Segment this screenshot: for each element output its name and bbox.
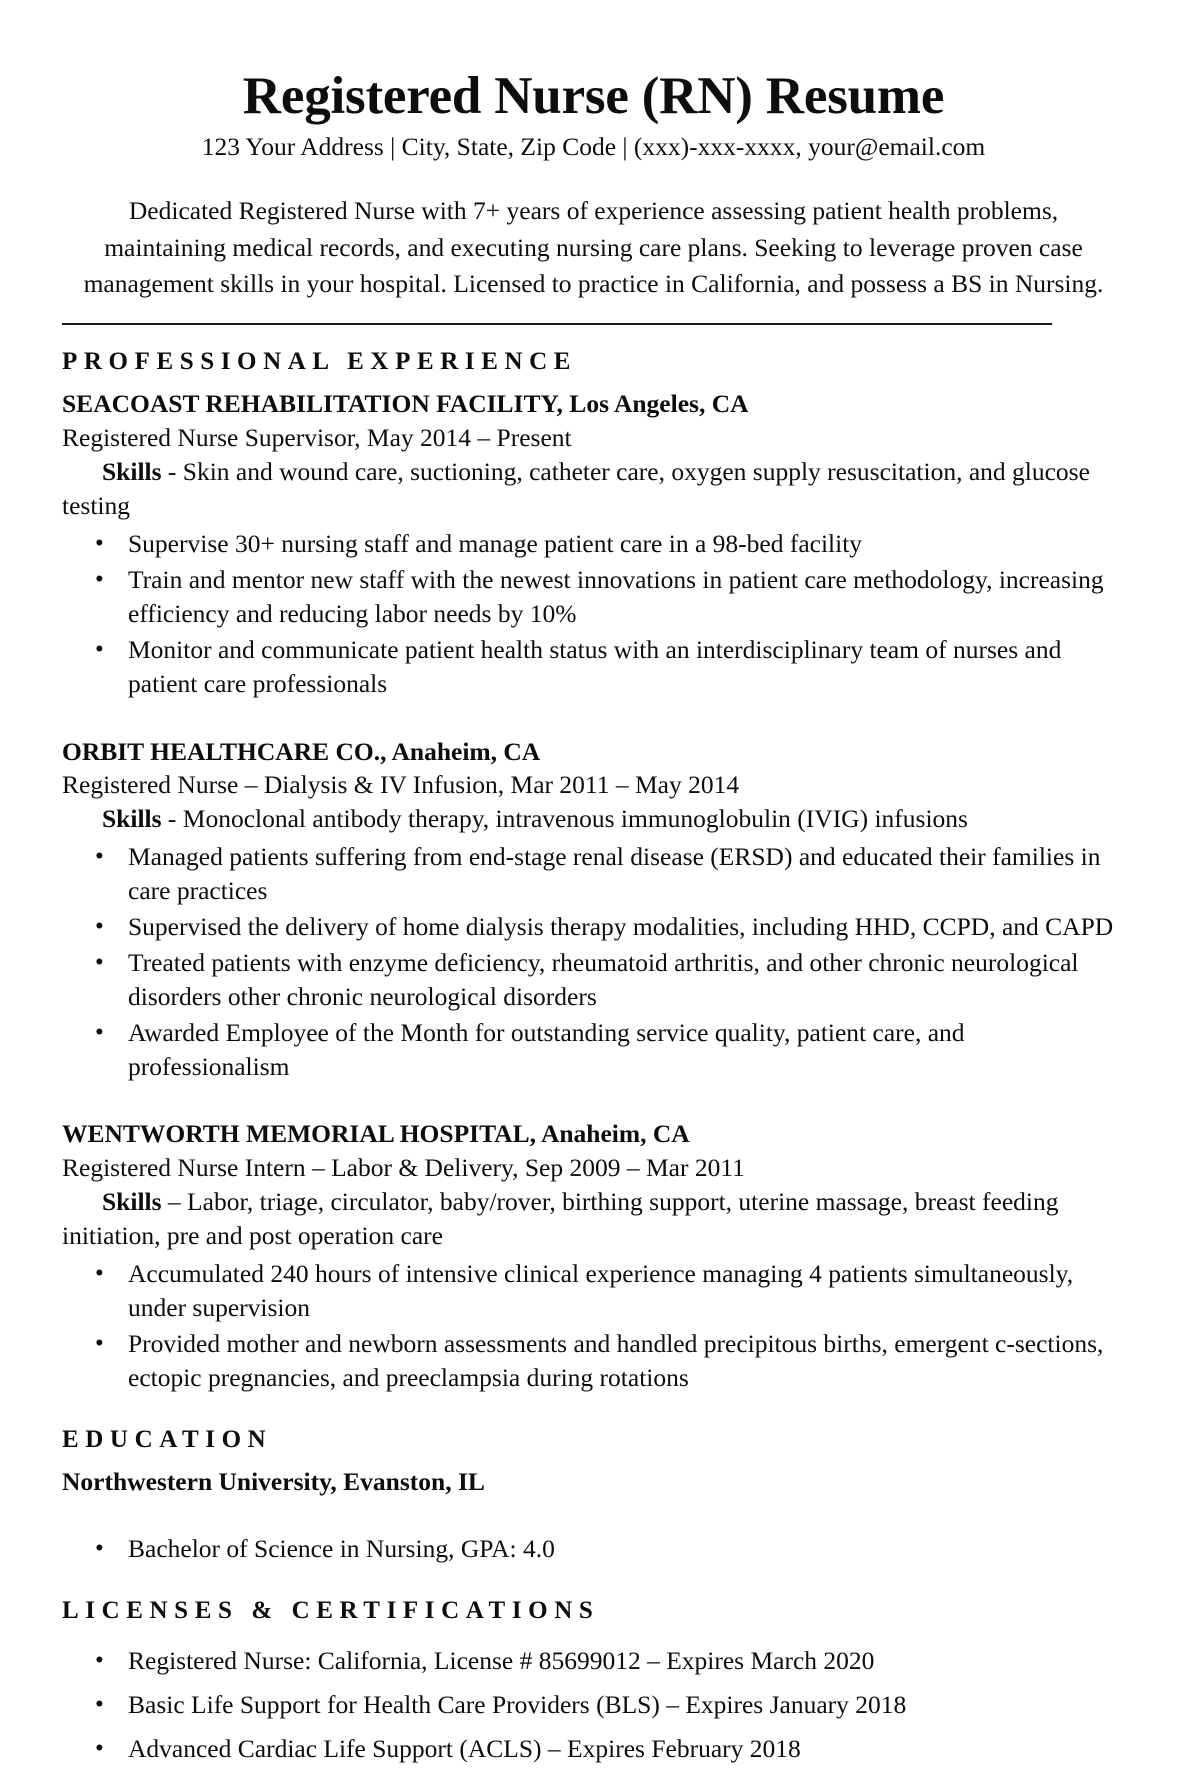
list-item: • Supervised the delivery of home dialysis therapy modalities, including HHD, CCPD, and CAPD <box>62 910 1125 944</box>
list-item: • Supervise 30+ nursing staff and manage patient care in a 98-bed facility <box>62 527 1125 561</box>
skills-label: Skills <box>102 803 162 833</box>
experience-entry <box>62 387 1125 700</box>
job-title-dates: Registered Nurse Supervisor, May 2014 – Present <box>62 423 572 453</box>
job-bullet-list <box>62 840 1125 1083</box>
experience-entry <box>62 735 1125 1084</box>
page-title: Registered Nurse (RN) Resume <box>242 67 945 125</box>
employer-name: WENTWORTH MEMORIAL HOSPITAL, Anaheim, CA <box>62 1119 690 1149</box>
contact-line: 123 Your Address | City, State, Zip Code | (xxx)-xxx-xxxx, your@email.com <box>201 132 986 162</box>
list-item: • Accumulated 240 hours of intensive clinical experience managing 4 patients simultaneously, under supervision <box>62 1257 1125 1325</box>
school-name: Northwestern University, Evanston, IL <box>62 1466 485 1496</box>
job-title-dates: Registered Nurse Intern – Labor & Delivery, Sep 2009 – Mar 2011 <box>62 1153 745 1183</box>
resume-content <box>62 0 1125 1776</box>
list-item: • Registered Nurse: California, License # 85699012 – Expires March 2020 <box>62 1644 1125 1678</box>
job-skills-line <box>62 802 1125 836</box>
list-item: • Train and mentor new staff with the newest innovations in patient care methodology, increasing efficiency and reducing labor needs by 10% <box>62 563 1125 631</box>
job-bullet-list <box>62 1257 1125 1395</box>
employer-name: ORBIT HEALTHCARE CO., Anaheim, CA <box>62 736 541 766</box>
list-item: • Advanced Cardiac Life Support (ACLS) – Expires February 2018 <box>62 1732 1125 1766</box>
skills-label: Skills <box>102 1186 162 1216</box>
section-heading-education: EDUCATION <box>62 1425 273 1453</box>
list-item: • Treated patients with enzyme deficiency, rheumatoid arthritis, and other chronic neurological disorders other chronic neurological disorders <box>62 946 1125 1014</box>
section-heading-licenses: LICENSES & CERTIFICATIONS <box>62 1597 600 1625</box>
list-item: • Monitor and communicate patient health status with an interdisciplinary team of nurses and patient care professionals <box>62 633 1125 701</box>
list-item: • Provided mother and newborn assessments and handled precipitous births, emergent c-sections, ectopic pregnancies, and preeclampsia during rotations <box>62 1327 1125 1395</box>
list-item: • Managed patients suffering from end-stage renal disease (ERSD) and educated their families in care practices <box>62 840 1125 908</box>
skills-label: Skills <box>102 456 162 486</box>
employer-name: SEACOAST REHABILITATION FACILITY, Los Angeles, CA <box>62 389 749 419</box>
list-item: • Awarded Employee of the Month for outstanding service quality, patient care, and professionalism <box>62 1016 1125 1084</box>
job-title-dates: Registered Nurse – Dialysis & IV Infusion, Mar 2011 – May 2014 <box>62 770 740 800</box>
education-bullet-list <box>62 1532 1125 1566</box>
skills-text: - Skin and wound care, suctioning, catheter care, oxygen supply resuscitation, and glucose testing <box>62 456 1090 520</box>
job-skills-line <box>62 1185 1125 1253</box>
list-item: • Bachelor of Science in Nursing, GPA: 4.0 <box>62 1532 1125 1566</box>
header-divider <box>62 323 1052 325</box>
list-item: • Basic Life Support for Health Care Providers (BLS) – Expires January 2018 <box>62 1688 1125 1722</box>
section-licenses-certifications <box>62 1596 1125 1766</box>
experience-entry <box>62 1117 1125 1394</box>
skills-text: - Monoclonal antibody therapy, intravenous immunoglobulin (IVIG) infusions <box>161 803 968 833</box>
licenses-bullet-list <box>62 1644 1125 1766</box>
job-skills-line <box>62 455 1125 523</box>
section-heading-experience: PROFESSIONAL EXPERIENCE <box>62 348 578 376</box>
section-professional-experience <box>62 347 1125 1394</box>
skills-text: – Labor, triage, circulator, baby/rover, birthing support, uterine massage, breast feeding initiation, pre and post operation care <box>62 1186 1059 1250</box>
professional-summary: Dedicated Registered Nurse with 7+ years of experience assessing patient health problems, maintaining medical records, and executing nursing care plans. Seeking to leverage proven case management skills in your hospital. Licensed to practice in California, and possess a BS in Nursing. <box>83 196 1104 299</box>
section-education <box>62 1425 1125 1567</box>
job-bullet-list <box>62 527 1125 701</box>
